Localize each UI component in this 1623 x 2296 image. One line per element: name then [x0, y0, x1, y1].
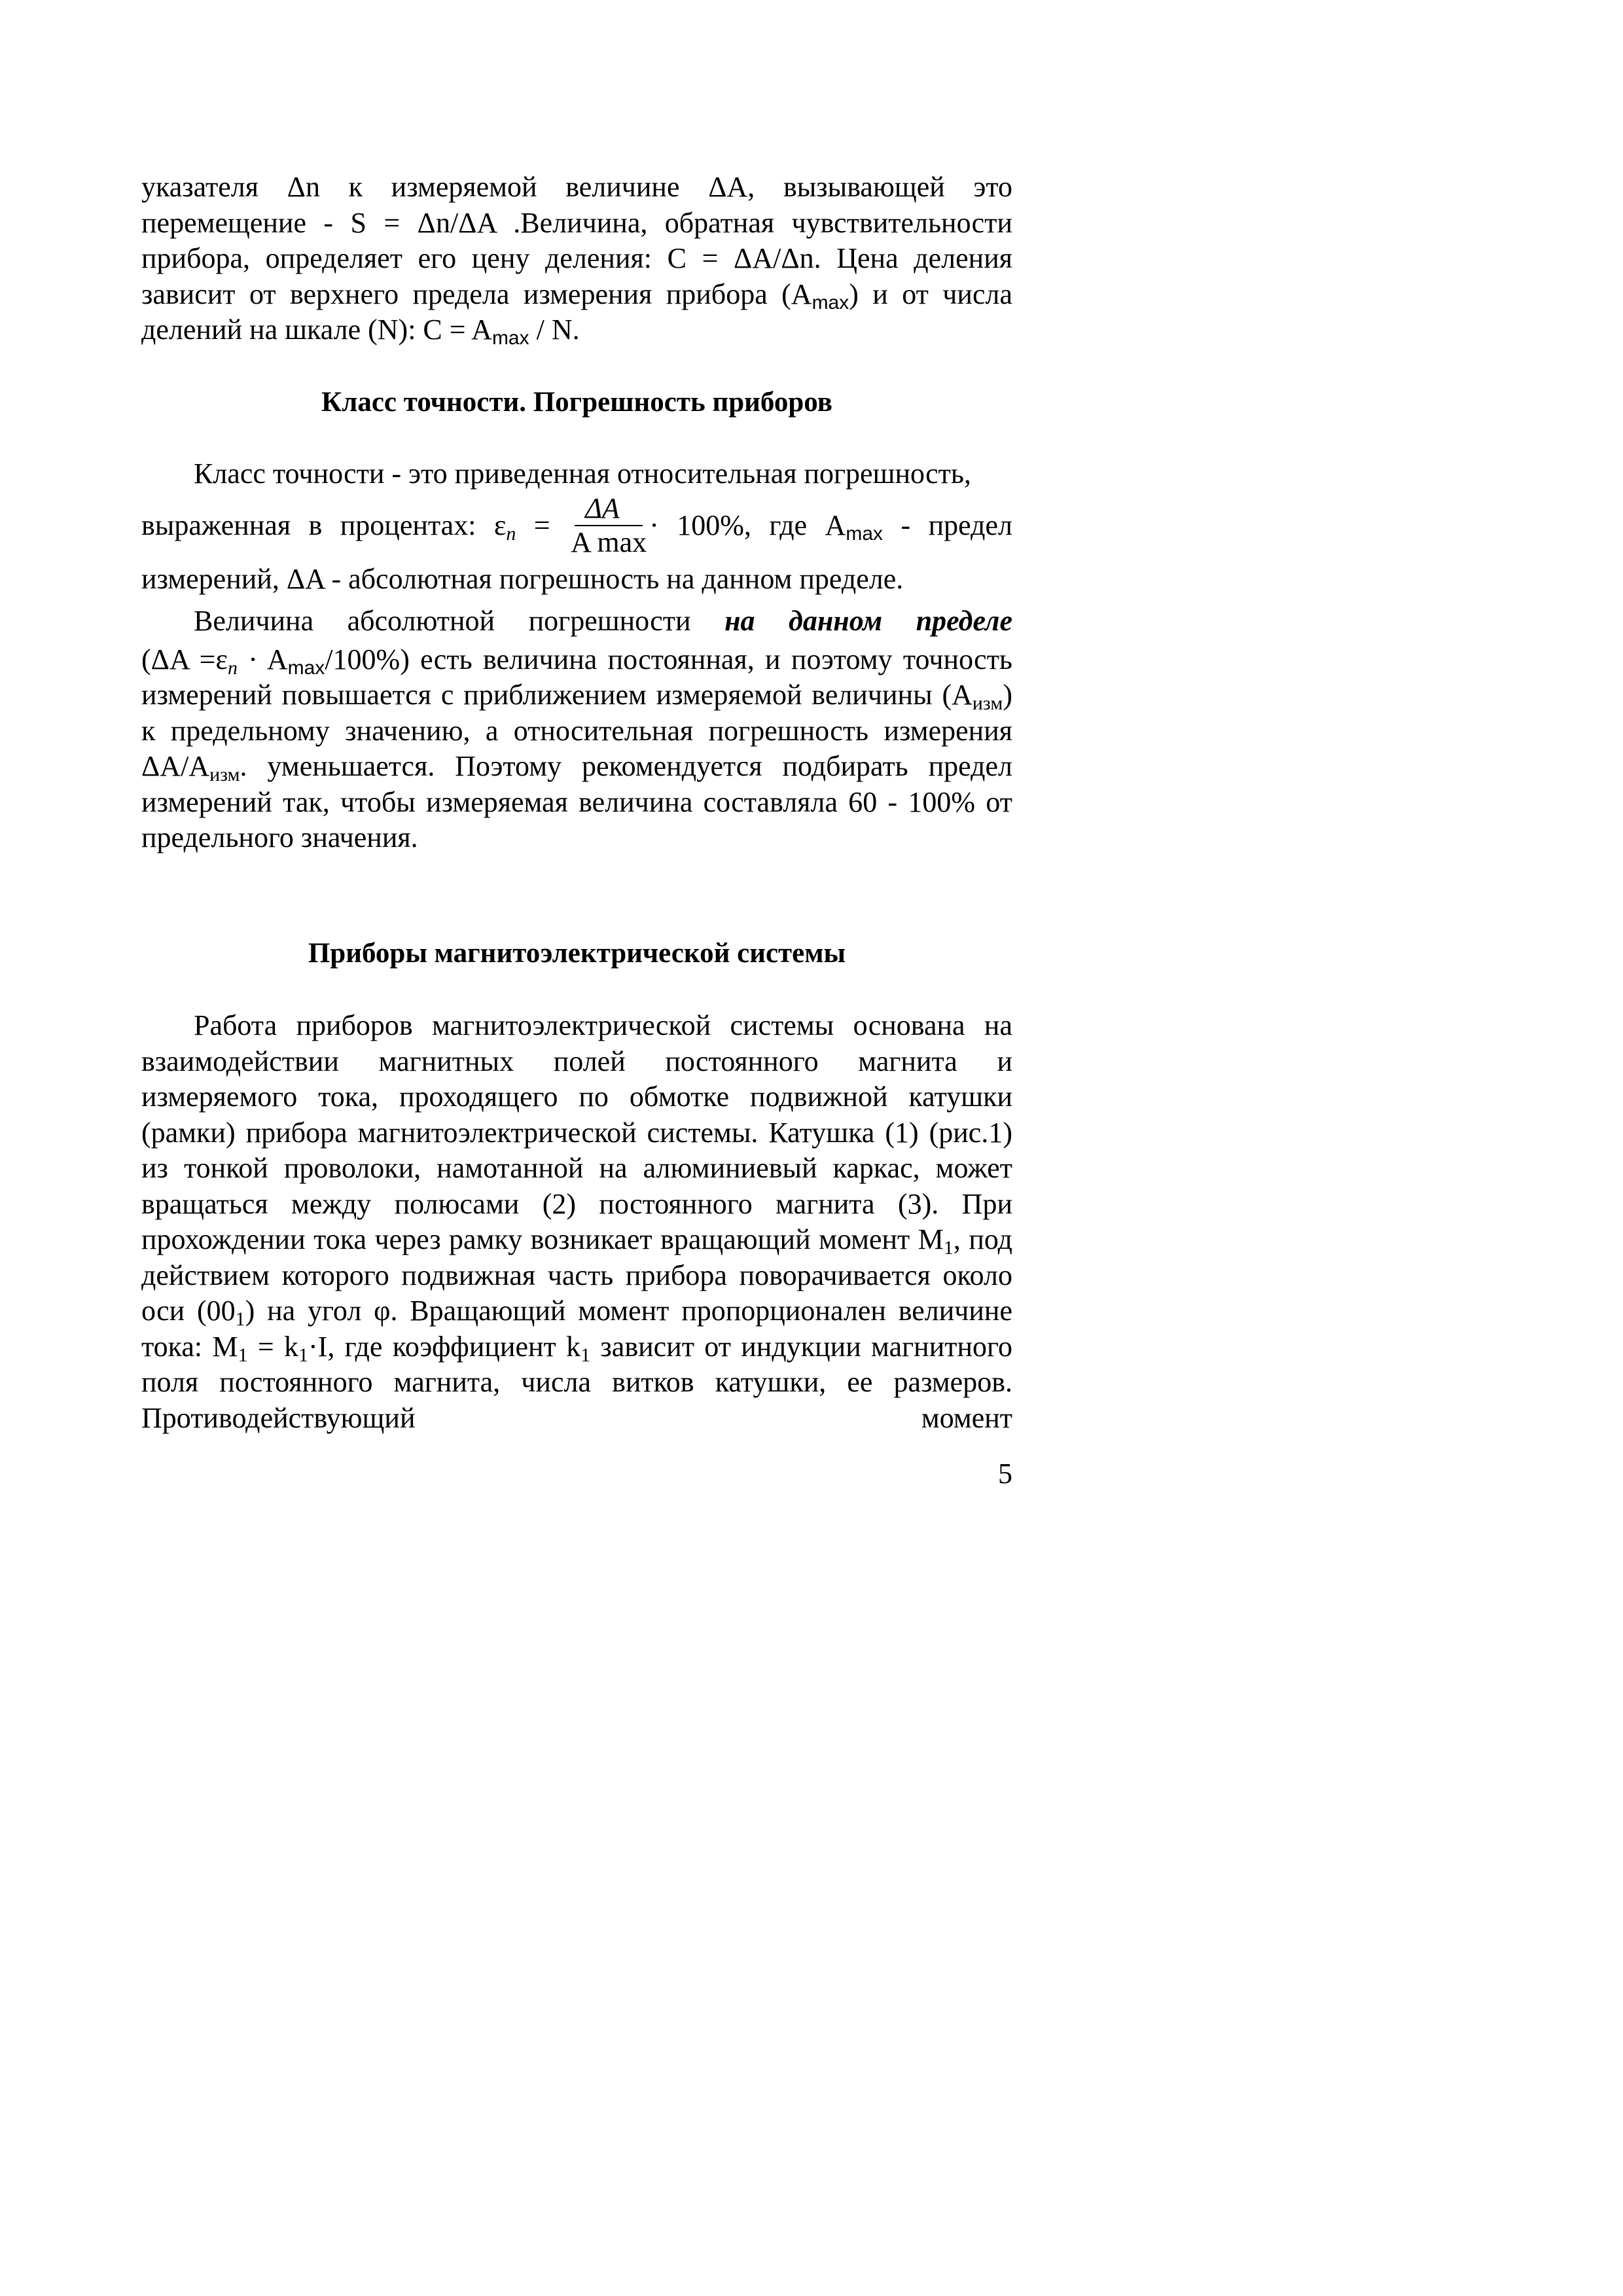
accuracy-class-formula-line: выраженная в процентах: $\varepsilon_n$ = $\frac{\Delta A}{\text{A max}}$ · 100%, где $A_{max}$ - предел — [141, 492, 1012, 558]
fraction-numerator: ΔA — [585, 492, 620, 524]
paragraph-sensitivity — [141, 170, 1012, 348]
relative-error-fraction — [571, 492, 647, 559]
paragraph-absolute-error — [141, 603, 1012, 856]
fraction-denominator: A max — [571, 526, 647, 558]
absolute-error-lead: Величина абсолютной погрешности на данном пределе — [194, 605, 1012, 637]
page-number: 5 — [998, 1458, 1012, 1490]
heading-accuracy-class: Класс точности. Погрешность приборов — [321, 387, 832, 418]
accuracy-class-line1: Класс точности - это приведенная относительная погрешность, — [194, 457, 971, 490]
paragraph-magnetoelectric — [141, 1008, 1012, 1436]
emphasis-on-given-limit: на данном пределе — [724, 605, 1012, 637]
sensitivity-text: указателя Δn к измеряемой величине ΔA, вызывающей это перемещение - S = Δn/ΔA .Величина, обратная чувствительности прибора, определяет его цену деления: C = ΔA/Δn. Цена деления зависит от верхнего предела измерения прибора $(A_{max})$ и от числа делений на шкале (N): $C = A_{max} / N$. — [141, 171, 1012, 349]
absolute-error-text: $(\Delta A =\varepsilon_n \cdot A_{max}/100\%)$ есть величина постоянная, и поэтому точность измерений повышается с приближением измеряемой величины $(A_{изм})$ к предельному значению, а относительная погрешность измерения $\Delta A/A_{изм}$. уменьшается. Поэтому рекомендуется подбирать предел измерений так, чтобы измеряемая величина составляла 60 - 100% от предельного значения. — [141, 643, 1013, 853]
magnetoelectric-text: Работа приборов магнитоэлектрической системы основана на взаимодействии магнитных полей постоянного магнита и измеряемого тока, проходящего по обмотке подвижной катушки (рамки) прибора магнитоэлектрической системы. Катушка (1) (рис.1) из тонкой проволоки, намотанной на алюминиевый каркас, может вращаться между полюсами (2) постоянного магнита (3). При прохождении тока через рамку возникает вращающий момент $M_1$, под действием которого подвижная часть прибора поворачивается около оси $(00_1)$ на угол φ. Вращающий момент пропорционален величине тока: $M_1 = k_1\cdot I$, где коэффициент $k_1$ зависит от индукции магнитного поля постоянного магнита, числа витков катушки, ее размеров. Противодействующий момент — [141, 1009, 1012, 1434]
accuracy-class-line3: измерений, ΔA - абсолютная погрешность на данном пределе. — [141, 562, 904, 595]
heading-magnetoelectric-system: Приборы магнитоэлектрической системы — [308, 938, 846, 969]
paragraph-accuracy-class — [141, 456, 1012, 597]
